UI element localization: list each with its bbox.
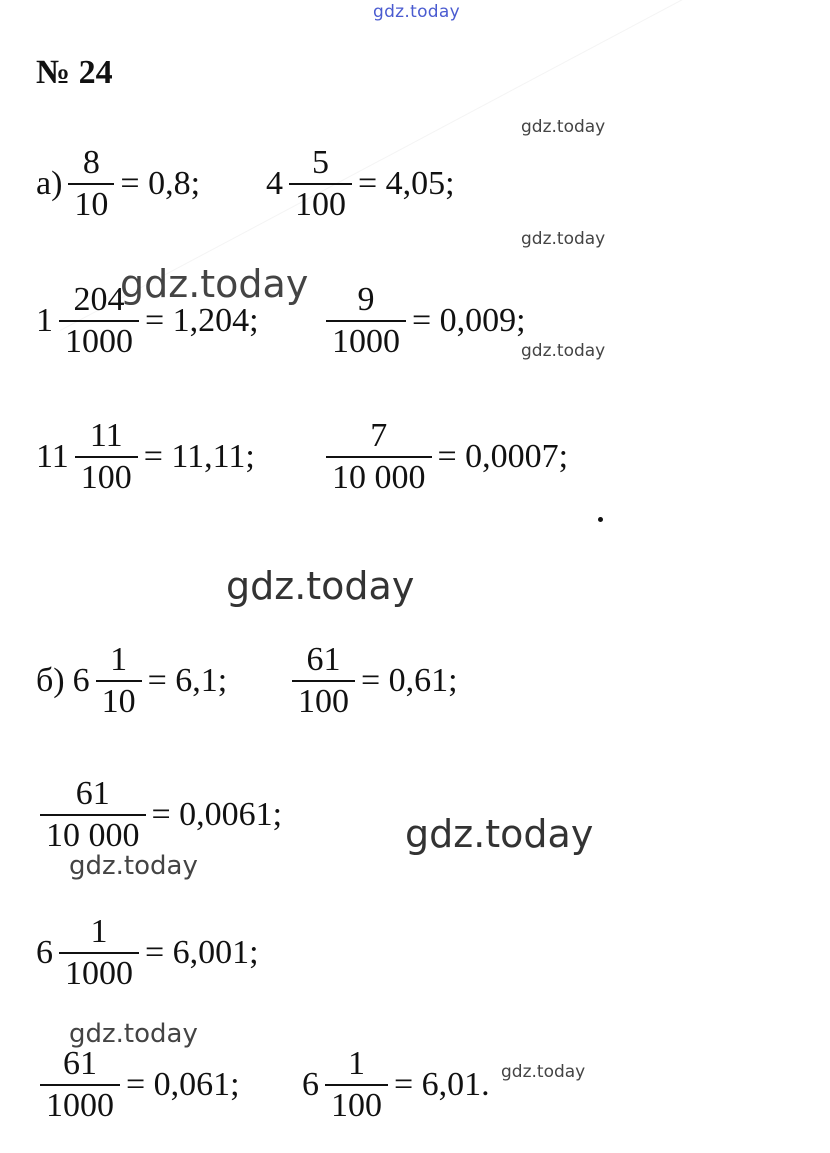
result: = 0,61;: [361, 661, 458, 699]
watermark: gdz.today: [69, 851, 198, 881]
watermark: gdz.today: [521, 341, 606, 361]
fraction: [75, 418, 138, 495]
result: = 0,0007;: [437, 437, 569, 475]
numerator: 11: [89, 417, 123, 454]
fraction: [326, 418, 432, 495]
fraction: [325, 1046, 388, 1123]
expr-a2: [266, 145, 457, 222]
watermark: gdz.today: [226, 564, 415, 608]
denominator: 10: [96, 680, 142, 720]
expr-a1: [34, 145, 202, 222]
numerator: 1: [348, 1045, 365, 1082]
numerator: 5: [312, 144, 329, 181]
expr-b2: [288, 642, 460, 719]
expr-b5: [36, 1046, 242, 1123]
numerator: 61: [75, 775, 110, 812]
numerator: 9: [357, 281, 375, 318]
denominator: 100: [75, 456, 138, 496]
denominator: 1000: [59, 952, 139, 992]
whole-part: 6: [302, 1065, 319, 1103]
header-watermark: gdz.today: [373, 2, 460, 22]
fraction: [326, 282, 406, 359]
denominator: 10: [68, 183, 114, 223]
whole-part: 4: [266, 164, 283, 202]
result: = 0,0061;: [151, 795, 283, 833]
watermark: gdz.today: [405, 812, 594, 856]
fraction: [40, 1046, 120, 1123]
denominator: 100: [292, 680, 355, 720]
result: = 0,061;: [126, 1065, 240, 1103]
result: = 6,01.: [394, 1065, 490, 1103]
numerator: 61: [306, 641, 341, 678]
stray-dot: [598, 517, 603, 522]
denominator: 10 000: [326, 456, 432, 496]
fraction: [59, 914, 139, 991]
watermark: gdz.today: [521, 117, 606, 137]
page-title: № 24: [36, 54, 113, 91]
fraction: [59, 282, 139, 359]
expr-a6: [322, 418, 570, 495]
whole-part: 11: [36, 437, 69, 475]
expr-b4: [36, 914, 261, 991]
result: = 11,11;: [143, 437, 255, 475]
fraction: [40, 776, 146, 853]
fraction: [68, 145, 114, 222]
numerator: 1: [90, 913, 108, 950]
denominator: 1000: [40, 1084, 120, 1124]
expr-b3: [36, 776, 284, 853]
expr-a3: [36, 282, 261, 359]
whole-part: 6: [72, 661, 90, 699]
result: = 6,001;: [145, 933, 259, 971]
denominator: 1000: [326, 320, 406, 360]
numerator: 204: [73, 281, 125, 318]
whole-part: 6: [36, 933, 53, 971]
whole-part: 1: [36, 301, 53, 339]
watermark: gdz.today: [521, 229, 606, 249]
numerator: 8: [82, 144, 100, 181]
watermark: gdz.today: [69, 1019, 198, 1049]
expr-a4: [322, 282, 528, 359]
result: = 0,009;: [412, 301, 526, 339]
fraction: [292, 642, 355, 719]
denominator: 100: [289, 183, 352, 223]
denominator: 10 000: [40, 814, 146, 854]
part-b-label: б): [36, 661, 65, 699]
part-a-label: а): [36, 164, 63, 202]
fraction: [289, 145, 352, 222]
expr-b6: [302, 1046, 492, 1123]
result: = 4,05;: [358, 164, 455, 202]
expr-b1: [34, 642, 229, 719]
watermark: gdz.today: [120, 262, 309, 306]
denominator: 100: [325, 1084, 388, 1124]
result: = 1,204;: [145, 301, 259, 339]
result: = 0,8;: [120, 164, 201, 202]
numerator: 61: [63, 1045, 97, 1082]
numerator: 7: [370, 417, 388, 454]
watermark: gdz.today: [501, 1062, 586, 1082]
numerator: 1: [110, 641, 128, 678]
denominator: 1000: [59, 320, 139, 360]
expr-a5: [36, 418, 257, 495]
fraction: [96, 642, 142, 719]
result: = 6,1;: [147, 661, 228, 699]
